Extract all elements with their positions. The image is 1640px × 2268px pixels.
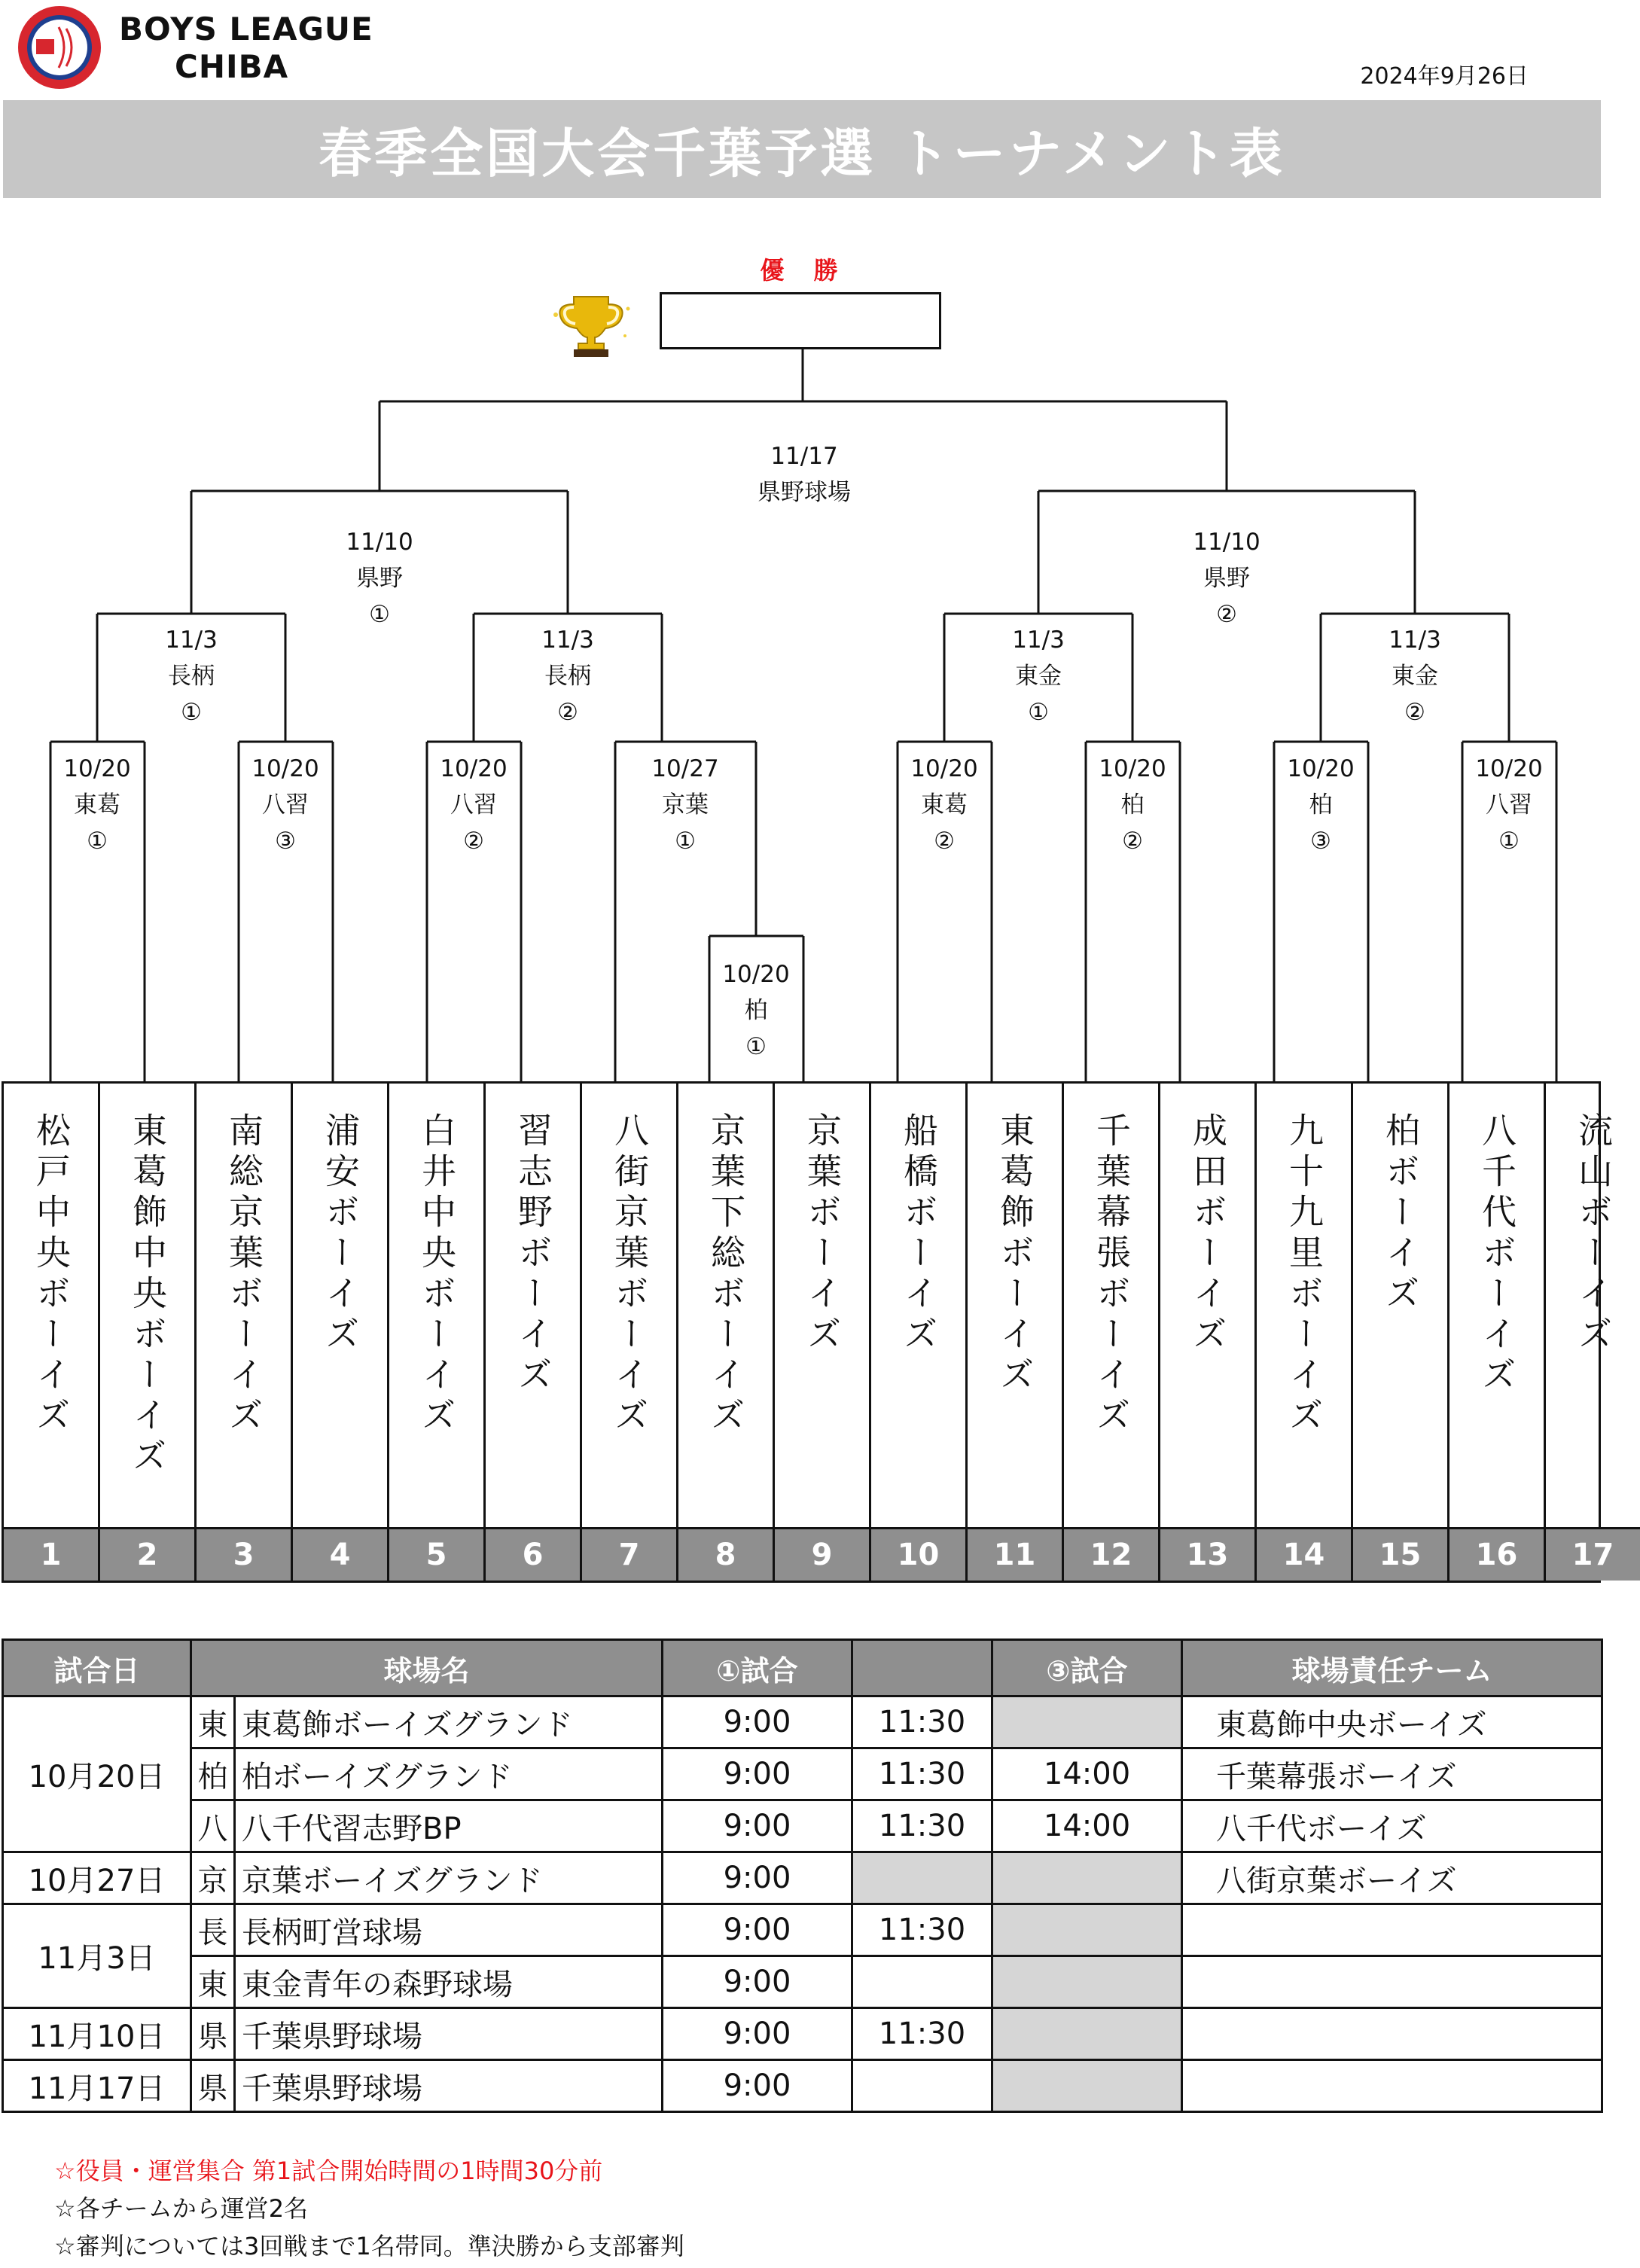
game1-time: 9:00	[663, 1956, 852, 2008]
table-row	[3, 1852, 1602, 1904]
team-name: 南総京葉ボーイズ	[224, 1112, 264, 1437]
round1-match-label-8: 10/20 八習 ①	[1475, 755, 1543, 855]
game1-time: 9:00	[663, 2060, 852, 2112]
team-list	[2, 1081, 1614, 1583]
champion-label: 優 勝	[760, 256, 849, 285]
note-team-staff: ☆各チームから運営2名	[54, 2194, 309, 2223]
venue-name: 八千代習志野BP	[235, 1800, 663, 1852]
semi-match-label-1: 11/10 県野 ①	[346, 529, 413, 628]
col-header-game2	[852, 1640, 992, 1696]
team-slot	[1353, 1084, 1449, 1581]
game3-time	[992, 2060, 1182, 2112]
team-number: 5	[389, 1527, 483, 1581]
venue-prefix: 長	[191, 1904, 235, 1956]
team-number: 2	[100, 1527, 194, 1581]
venue-prefix: 京	[191, 1852, 235, 1904]
team-name: 東葛飾中央ボーイズ	[127, 1112, 168, 1478]
team-slot	[871, 1084, 968, 1581]
table-row	[3, 1800, 1602, 1852]
team-number: 3	[197, 1527, 291, 1581]
team-number: 14	[1257, 1527, 1351, 1581]
team-slot	[775, 1084, 871, 1581]
venue-name: 東金青年の森野球場	[235, 1956, 663, 2008]
team-name: 成田ボーイズ	[1187, 1112, 1228, 1356]
note-umpires: ☆審判については3回戦まで1名帯同。準決勝から支部審判	[54, 2232, 684, 2260]
quarter-match-label-2: 11/3 長柄 ②	[541, 626, 594, 726]
game3-time	[992, 1696, 1182, 1748]
game3-time	[992, 2008, 1182, 2060]
team-number: 15	[1353, 1527, 1447, 1581]
round1-match-label-3: 10/20 八習 ②	[440, 755, 508, 855]
game1-time: 9:00	[663, 1696, 852, 1748]
team-slot	[678, 1084, 775, 1581]
issue-date: 2024年9月26日	[1360, 63, 1529, 90]
team-name: 八街京葉ボーイズ	[609, 1112, 650, 1437]
team-name: 習志野ボーイズ	[513, 1112, 553, 1397]
team-slot	[4, 1084, 100, 1581]
game2-time: 11:30	[852, 1748, 992, 1800]
venue-name: 千葉県野球場	[235, 2060, 663, 2112]
team-number: 10	[871, 1527, 965, 1581]
responsible-team: 千葉幕張ボーイズ	[1182, 1748, 1602, 1800]
col-header-date: 試合日	[3, 1640, 191, 1696]
team-number: 4	[293, 1527, 387, 1581]
prelim-match-label: 10/20 柏 ①	[722, 961, 790, 1060]
team-slot	[1064, 1084, 1160, 1581]
team-number: 7	[582, 1527, 676, 1581]
game2-time: 11:30	[852, 1696, 992, 1748]
team-slot	[968, 1084, 1064, 1581]
org-name-line1: BOYS LEAGUE	[119, 11, 373, 47]
round1-match-label-5: 10/20 東葛 ②	[910, 755, 978, 855]
team-slot	[582, 1084, 678, 1581]
team-slot	[100, 1084, 197, 1581]
responsible-team	[1182, 1956, 1602, 2008]
venue-name: 長柄町営球場	[235, 1904, 663, 1956]
semi-match-label-2: 11/10 県野 ②	[1193, 529, 1260, 628]
team-slot	[1546, 1084, 1640, 1581]
col-header-game1: ①試合	[663, 1640, 852, 1696]
team-slot	[486, 1084, 582, 1581]
page-title: 春季全国大会千葉予選 トーナメント表	[319, 122, 1285, 184]
venue-name: 柏ボーイズグランド	[235, 1748, 663, 1800]
team-name: 東葛飾ボーイズ	[995, 1112, 1035, 1397]
team-number: 9	[775, 1527, 869, 1581]
game2-time: 11:30	[852, 1904, 992, 1956]
game3-time	[992, 1956, 1182, 2008]
col-header-game3: ③試合	[992, 1640, 1182, 1696]
game1-time: 9:00	[663, 1904, 852, 1956]
team-name: 柏ボーイズ	[1380, 1112, 1421, 1315]
game2-time: 11:30	[852, 1800, 992, 1852]
note-staff-gathering: ☆役員・運営集合 第1試合開始時間の1時間30分前	[54, 2157, 603, 2185]
game2-time: 11:30	[852, 2008, 992, 2060]
game2-time	[852, 1852, 992, 1904]
team-slot	[389, 1084, 486, 1581]
table-row	[3, 1956, 1602, 2008]
game3-time: 14:00	[992, 1748, 1182, 1800]
game3-time	[992, 1904, 1182, 1956]
team-name: 九十九里ボーイズ	[1284, 1112, 1324, 1437]
team-slot	[293, 1084, 389, 1581]
org-name-line2: CHIBA	[175, 48, 289, 85]
col-header-venue: 球場名	[191, 1640, 663, 1696]
match-date: 10月20日	[3, 1696, 191, 1852]
table-row	[3, 2008, 1602, 2060]
round1-match-label-4: 10/27 京葉 ①	[651, 755, 719, 855]
round1-match-label-6: 10/20 柏 ②	[1099, 755, 1166, 855]
col-header-team: 球場責任チーム	[1182, 1640, 1602, 1696]
responsible-team: 東葛飾中央ボーイズ	[1182, 1696, 1602, 1748]
team-slot	[1449, 1084, 1546, 1581]
champion-box	[660, 292, 941, 349]
game2-time	[852, 1956, 992, 2008]
team-slot	[1257, 1084, 1353, 1581]
game2-time	[852, 2060, 992, 2112]
venue-prefix: 東	[191, 1696, 235, 1748]
team-name: 流山ボーイズ	[1573, 1112, 1614, 1356]
game3-time: 14:00	[992, 1800, 1182, 1852]
venue-prefix: 八	[191, 1800, 235, 1852]
responsible-team: 八街京葉ボーイズ	[1182, 1852, 1602, 1904]
table-row	[3, 2060, 1602, 2112]
match-date: 11月10日	[3, 2008, 191, 2060]
team-number: 1	[4, 1527, 98, 1581]
team-name: 浦安ボーイズ	[320, 1112, 361, 1356]
team-name: 八千代ボーイズ	[1477, 1112, 1517, 1397]
venue-prefix: 県	[191, 2008, 235, 2060]
game3-time	[992, 1852, 1182, 1904]
game1-time: 9:00	[663, 1852, 852, 1904]
venue-name: 京葉ボーイズグランド	[235, 1852, 663, 1904]
team-name: 船橋ボーイズ	[898, 1112, 939, 1356]
responsible-team	[1182, 1904, 1602, 1956]
team-number: 6	[486, 1527, 580, 1581]
table-row	[3, 1904, 1602, 1956]
venue-name: 千葉県野球場	[235, 2008, 663, 2060]
game1-time: 9:00	[663, 2008, 852, 2060]
quarter-match-label-4: 11/3 東金 ②	[1389, 626, 1441, 726]
round1-match-label-2: 10/20 八習 ③	[251, 755, 319, 855]
team-number: 16	[1449, 1527, 1544, 1581]
quarter-match-label-1: 11/3 長柄 ①	[165, 626, 218, 726]
match-date: 11月3日	[3, 1904, 191, 2008]
round1-match-label-7: 10/20 柏 ③	[1287, 755, 1355, 855]
table-row	[3, 1696, 1602, 1748]
venue-prefix: 柏	[191, 1748, 235, 1800]
team-name: 松戸中央ボーイズ	[31, 1112, 72, 1437]
team-name: 白井中央ボーイズ	[416, 1112, 457, 1437]
team-number: 13	[1160, 1527, 1254, 1581]
team-slot	[197, 1084, 293, 1581]
match-date: 10月27日	[3, 1852, 191, 1904]
schedule-table	[2, 1639, 1603, 2113]
team-name: 京葉下総ボーイズ	[706, 1112, 746, 1437]
team-number: 17	[1546, 1527, 1640, 1581]
trophy-icon	[547, 292, 636, 357]
team-name: 千葉幕張ボーイズ	[1091, 1112, 1132, 1437]
team-slot	[1160, 1084, 1257, 1581]
table-row	[3, 1748, 1602, 1800]
round1-match-label-1: 10/20 東葛 ①	[63, 755, 131, 855]
final-match-label: 11/17 県野球場	[758, 443, 851, 506]
venue-name: 東葛飾ボーイズグランド	[235, 1696, 663, 1748]
responsible-team	[1182, 2008, 1602, 2060]
venue-prefix: 県	[191, 2060, 235, 2112]
responsible-team: 八千代ボーイズ	[1182, 1800, 1602, 1852]
team-number: 12	[1064, 1527, 1158, 1581]
team-name: 京葉ボーイズ	[802, 1112, 843, 1356]
match-date: 11月17日	[3, 2060, 191, 2112]
venue-prefix: 東	[191, 1956, 235, 2008]
game1-time: 9:00	[663, 1748, 852, 1800]
game1-time: 9:00	[663, 1800, 852, 1852]
quarter-match-label-3: 11/3 東金 ①	[1012, 626, 1065, 726]
team-number: 11	[968, 1527, 1062, 1581]
team-number: 8	[678, 1527, 773, 1581]
responsible-team	[1182, 2060, 1602, 2112]
schedule-header-row	[3, 1640, 1602, 1696]
